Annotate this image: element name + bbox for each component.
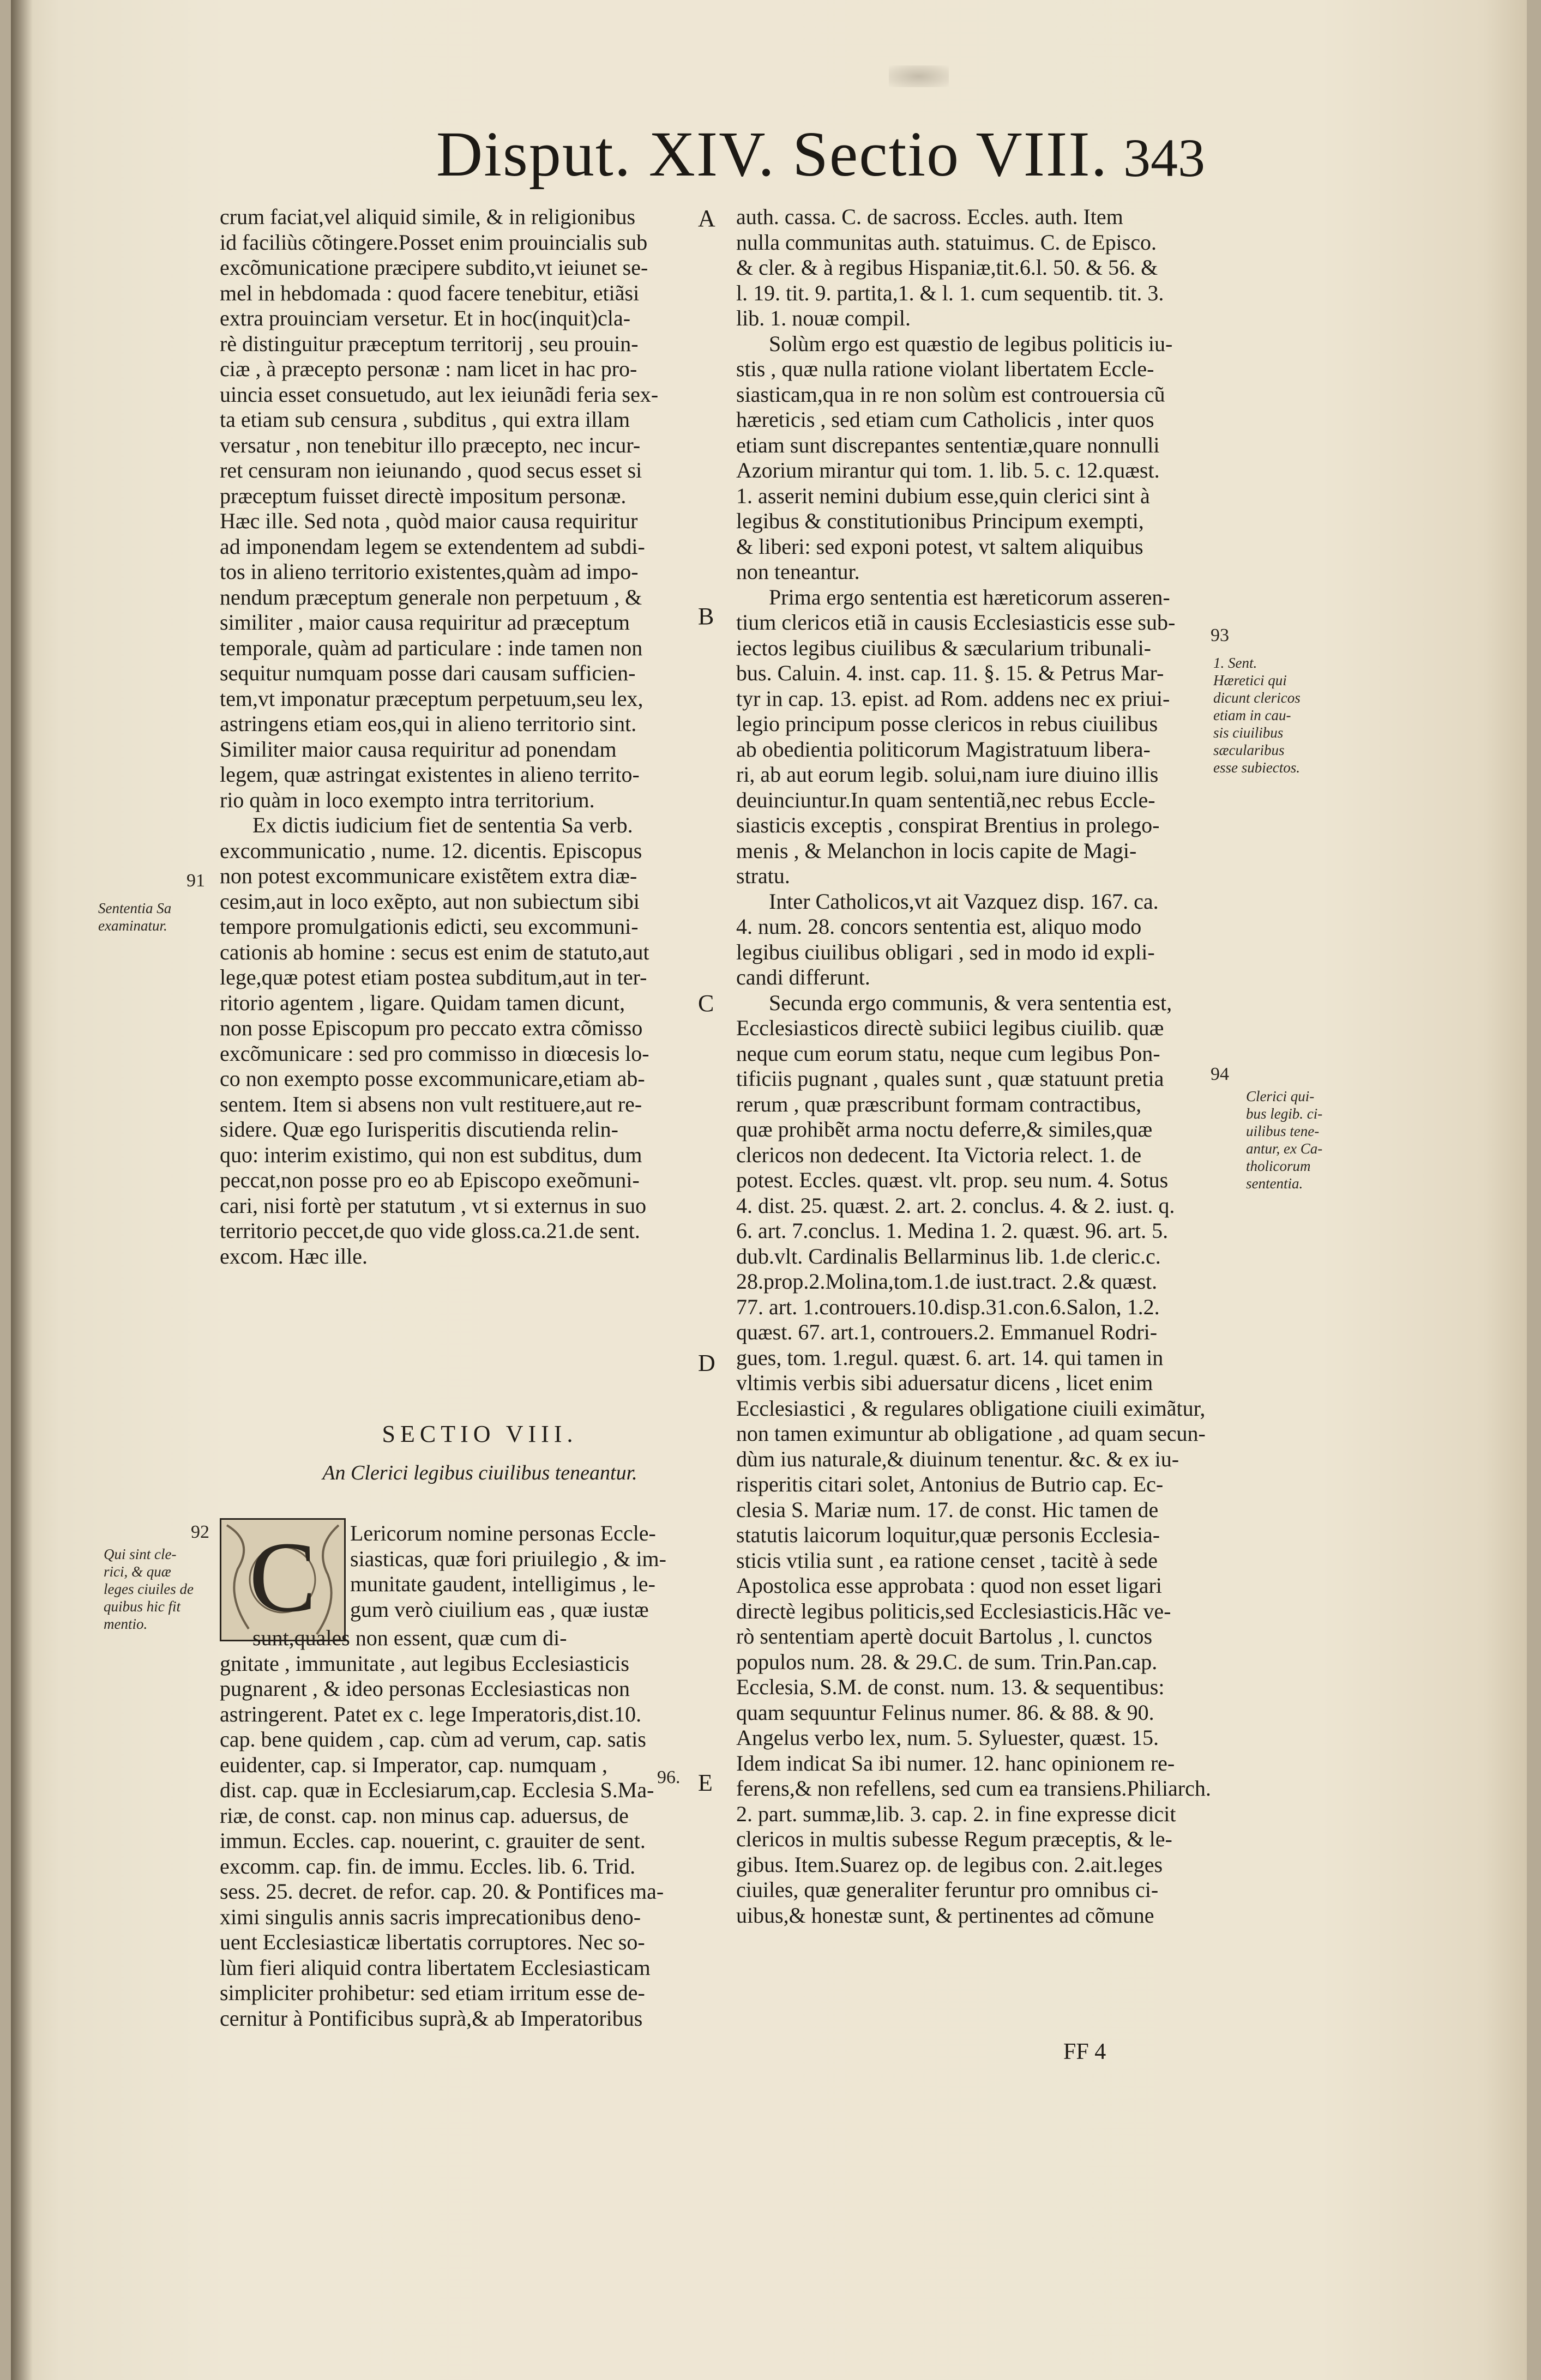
text-line: & cler. & à regibus Hispaniæ,tit.6.l. 50. & 56. & [736,255,1158,280]
margin-note-line: sæcularibus [1213,742,1285,758]
text-line: gibus. Item.Suarez op. de legibus con. 2.ait.leges [736,1852,1163,1877]
margin-note-92 [104,1545,224,1633]
margin-number-92: 92 [191,1522,209,1542]
text-line: nulla communitas auth. statuimus. C. de Episco. [736,229,1157,255]
margin-note-line: dicunt clericos [1213,690,1301,706]
text-line: Ecclesia, S.M. de const. num. 13. & sequentibus: [736,1675,1165,1699]
text-line: Ecclesiastici , & regulares obligatione ciuili eximãtur, [736,1396,1206,1421]
initial-letter: C [249,1521,317,1633]
text-line: lege,quæ potest etiam postea subditum,aut in ter- [220,965,647,989]
page-number: 343 [1123,128,1205,188]
margin-note-line: bus legib. ci- [1246,1106,1323,1122]
text-line: tyr in cap. 13. epist. ad Rom. addens nec ex priui- [736,686,1170,711]
margin-note-94 [1246,1088,1377,1192]
text-line: quam sequuntur Felinus numer. 86. & 88. & 90. [736,1700,1154,1725]
text-line: auth. cassa. C. de sacross. Eccles. auth. Item [736,204,1123,229]
text-line: & liberi: sed exponi potest, vt saltem aliquibus [736,534,1143,559]
text-line: id faciliùs cõtingere.Posset enim prouincialis sub [220,229,648,255]
marker-c: C [698,990,714,1017]
text-line: Secunda ergo communis, & vera sententia est, [769,990,1172,1015]
decorated-initial [220,1518,346,1641]
text-line: ab obedientia politicorum Magistratuum libera- [736,736,1151,762]
text-line: cap. bene quidem , cap. cùm ad verum, cap. satis [220,1727,646,1751]
text-line: stratu. [736,863,790,888]
text-line: hæreticis , sed etiam cum Catholicis , inter quos [736,407,1154,432]
text-line: directè legibus politicis,sed Ecclesiasticis.Hãc ve- [736,1598,1171,1623]
text-line: rio quàm in loco exempto intra territorium. [220,787,595,812]
text-line: non potest excommunicare existẽtem extra diæ- [220,863,637,888]
text-line: Apostolica esse approbata : quod non esset ligari [736,1573,1162,1598]
section-body [220,1626,705,2031]
text-line: uincia esset consuetudo, aut lex ieiunãdi feria sex- [220,382,659,407]
text-line: tempore promulgationis edicti, seu excommuni- [220,914,639,939]
margin-note-line: mentio. [104,1616,148,1632]
text-line: legibus ciuilibus obligari , sed in modo id expli- [736,939,1155,964]
text-line: versatur , non tenebitur illo præcepto, nec incur- [220,432,641,457]
margin-note-line: examinatur. [98,917,167,934]
text-line: gnitate , immunitate , aut legibus Ecclesiasticis [220,1651,629,1676]
section-subtitle: An Clerici legibus ciuilibus teneantur. [322,1461,637,1484]
text-line: lùm fieri aliquid contra libertatem Ecclesiasticam [220,1955,651,1980]
text-line: peccat,non posse pro eo ab Episcopo exeõmuni- [220,1168,640,1192]
section-intro [350,1521,705,1622]
text-line: tem,vt imponatur præceptum perpetuum,seu lex, [220,686,643,711]
margin-number-93: 93 [1211,625,1229,645]
text-line: sunt,quales non essent, quæ cum di- [252,1626,567,1650]
text-line: siasticas, quæ fori priuilegio , & im- [350,1546,666,1571]
text-line: neque cum eorum statu, neque cum legibus Pon- [736,1041,1160,1066]
text-line: clericos non dedecent. Ita Victoria relect. 1. de [736,1142,1142,1167]
text-line: ta etiam sub censura , subditus , qui extra illam [220,407,630,432]
text-line: risperitis citari solet, Antonius de Butrio cap. Ec- [736,1472,1164,1496]
text-line: tos in alieno territorio existentes,quàm ad impo- [220,559,639,584]
text-line: cationis ab homine : secus est enim de statuto,aut [220,939,649,964]
text-line: legibus & constitutionibus Principum exempti, [736,509,1144,533]
text-line: cari, nisi fortè per statutum , vt si externus in suo [220,1193,647,1218]
margin-note-91 [98,899,218,934]
text-line: crum faciat,vel aliquid simile, & in religionibus [220,204,636,229]
text-line: rò sententiam apertè docuit Bartolus , l. cunctos [736,1624,1153,1648]
margin-note-line: leges ciuiles de [104,1581,194,1597]
text-line: iectos legibus ciuilibus & sæcularium tribunali- [736,635,1151,660]
text-line: tificiis pugnant , quales sunt , quæ statuunt pretia [736,1066,1164,1091]
margin-note-line: quibus hic fit [104,1598,180,1615]
text-line: 6. art. 7.conclus. 1. Medina 1. 2. quæst. 96. art. 5. [736,1218,1169,1243]
text-line: simpliciter prohibetur: sed etiam irritum esse de- [220,1980,645,2005]
text-line: munitate gaudent, intelligimus , le- [350,1572,655,1596]
text-line: menis , & Melanchon in locis capite de Magi- [736,838,1137,863]
margin-note-93 [1213,654,1355,776]
text-line: 2. part. summæ,lib. 3. cap. 2. in fine expresse dicit [736,1801,1176,1826]
margin-note-line: rici, & quæ [104,1563,171,1580]
text-line: siasticis exceptis , conspirat Brentius in prolego- [736,813,1160,837]
text-line: legio principum posse clericos in rebus ciuilibus [736,711,1158,736]
text-line: excomm. cap. fin. de immu. Eccles. lib. 6. Trid. [220,1853,636,1878]
margin-note-line: Sententia Sa [98,900,172,916]
margin-note-line: tholicorum [1246,1158,1311,1174]
margin-note-line: esse subiectos. [1213,759,1300,776]
text-line: bus. Caluin. 4. inst. cap. 11. §. 15. & Petrus Mar- [736,661,1164,685]
text-line: similiter , maior causa requiritur ad præceptum [220,610,630,635]
margin-number-91: 91 [186,871,205,891]
margin-note-line: Clerici qui- [1246,1088,1315,1104]
text-line: cesim,aut in loco exẽpto, aut non subiectum sibi [220,889,640,914]
text-line: ciuiles, quæ generaliter feruntur pro omnibus ci- [736,1877,1159,1902]
text-line: candi differunt. [736,965,870,989]
margin-note-line: 1. Sent. [1213,655,1257,671]
text-line: ciæ , à præcepto personæ : nam licet in hac pro- [220,357,637,381]
margin-number-94: 94 [1211,1064,1229,1084]
text-line: præceptum fuisset directè impositum personæ. [220,483,627,508]
text-line: dub.vlt. Cardinalis Bellarminus lib. 1.de cleric.c. [736,1243,1161,1268]
text-line: euidenter, cap. si Imperator, cap. numquam , [220,1752,607,1777]
right-column [736,204,1221,1928]
text-line: siasticam,qua in re non solùm est controuersia cũ [736,382,1165,407]
text-line: Lericorum nomine personas Eccle- [350,1521,656,1545]
text-line: 77. art. 1.controuers.10.disp.31.con.6.Salon, 1.2. [736,1294,1160,1319]
text-line: non teneantur. [736,559,860,584]
text-line: uibus,& honestæ sunt, & pertinentes ad cõmune [736,1902,1154,1928]
text-line: excõmunicare : sed pro commisso in diœcesis lo- [220,1041,649,1066]
text-line: non tamen eximuntur ab obligatione , ad quam secun- [736,1421,1206,1446]
text-line: Hæc ille. Sed nota , quòd maior causa requiritur [220,509,638,533]
text-line: excom. Hæc ille. [220,1243,368,1268]
running-head: Disput. XIV. Sectio VIII. [436,118,1109,190]
margin-note-line: etiam in cau- [1213,707,1291,723]
text-line: l. 19. tit. 9. partita,1. & l. 1. cum sequentib. tit. 3. [736,280,1164,305]
text-line: 4. dist. 25. quæst. 2. art. 2. conclus. 4. & 2. iust. q. [736,1193,1175,1218]
text-line: nendum præceptum generale non perpetuum , & [220,584,642,609]
text-line: populos num. 28. & 29.C. de sum. Trin.Pan.cap. [736,1649,1158,1674]
text-line: immun. Eccles. cap. nouerint, c. grauiter de sent. [220,1828,646,1853]
text-line: uent Ecclesiasticæ libertatis corruptores. Nec so- [220,1930,645,1954]
ink-stain [889,65,949,87]
margin-note-line: uilibus tene- [1246,1123,1320,1139]
text-line: cernitur à Pontificibus suprà,& ab Imperatoribus [220,2006,643,2031]
gutter-shadow [11,0,33,2380]
text-line: sequitur numquam posse dari causam sufficien- [220,661,636,685]
text-line: potest. Eccles. quæst. vlt. prop. seu num. 4. Sotus [736,1168,1169,1192]
text-line: pugnarent , & ideo personas Ecclesiasticas non [220,1676,630,1701]
text-line: lib. 1. nouæ compil. [736,306,911,330]
margin-note-line: Hæretici qui [1213,672,1287,688]
text-line: dùm ius naturale,& diuinum tenentur. &c. & ex iu- [736,1446,1179,1471]
margin-note-line: Qui sint cle- [104,1546,177,1562]
text-line: temporale, quàm ad particulare : inde tamen non [220,635,643,660]
text-line: ritorio agentem , ligare. Quidam tamen dicunt, [220,990,625,1015]
text-line: ret censuram non ieiunando , quod secus esset si [220,458,642,482]
text-line: astringens etiam eos,qui in alieno territorio sint. [220,711,637,736]
text-line: statutis laicorum loquitur,quæ personis Ecclesia- [736,1523,1160,1547]
text-line: Similiter maior causa requiritur ad ponendam [220,736,617,762]
text-line: deuinciuntur.In quam sententiã,nec rebus Eccle- [736,787,1155,812]
text-line: ferens,& non refellens, sed cum ea transiens.Philiarch. [736,1776,1211,1801]
text-line: etiam sunt discrepantes sententiæ,quare nonnulli [736,432,1160,457]
text-line: gues, tom. 1.regul. quæst. 6. art. 14. qui tamen in [736,1345,1164,1370]
text-line: dist. cap. quæ in Ecclesiarum,cap. Ecclesia S.Ma- [220,1778,654,1802]
margin-note-line: sis ciuilibus [1213,724,1284,741]
text-line: astringerent. Patet ex c. lege Imperatoris,dist.10. [220,1701,642,1726]
text-line: Prima ergo sententia est hæreticorum asseren- [769,584,1170,609]
marker-e: E [698,1769,713,1796]
text-line: sidere. Quæ ego Iurisperitis discutienda relin- [220,1117,618,1141]
text-line: Idem indicat Sa ibi numer. 12. hanc opinionem re- [736,1750,1175,1775]
section-title: SECTIO VIII. [382,1421,578,1447]
book-page [11,0,1527,2380]
text-line: excommunicatio , nume. 12. dicentis. Episcopus [220,838,642,863]
marker-d: D [698,1350,715,1376]
text-line: sticis vtilia sunt , ea ratione censet , tacitè à sede [736,1548,1158,1573]
text-line: excõmunicatione præcipere subdito,vt ieiunet se- [220,255,648,280]
text-line: ad imponendam legem se extendentem ad subdi- [220,534,645,559]
text-line: Solùm ergo est quæstio de legibus politicis iu- [769,331,1173,356]
text-line: quæ prohibẽt arma noctu deferre,& similes,quæ [736,1117,1153,1141]
margin-note-line: sententia. [1246,1175,1303,1192]
text-line: rè distinguitur præceptum territorij , seu prouin- [220,331,639,356]
marker-b: B [698,603,714,630]
text-line: extra prouinciam versetur. Et in hoc(inquit)cla- [220,306,631,330]
text-line: rerum , quæ præscribunt formam contractibus, [736,1091,1142,1116]
text-line: 28.prop.2.Molina,tom.1.de iust.tract. 2.& quæst. [736,1269,1158,1294]
text-line: 1. asserit nemini dubium esse,quin clerici sint à [736,483,1150,508]
text-line: non posse Episcopum pro peccato extra cõmisso [220,1016,643,1040]
text-line: Inter Catholicos,vt ait Vazquez disp. 167. ca. [769,889,1159,914]
text-line: vltimis verbis sibi aduersatur dicens , licet enim [736,1370,1153,1395]
margin-number-96: 96. [657,1767,681,1787]
text-line: riæ, de const. cap. non minus cap. aduersus, de [220,1803,629,1828]
text-line: clesia S. Mariæ num. 17. de const. Hic tamen de [736,1497,1159,1522]
text-line: sess. 25. decret. de refor. cap. 20. & Pontifices ma- [220,1879,664,1904]
text-line: co non exempto posse excommunicare,etiam ab- [220,1066,645,1091]
text-line: Ecclesiasticos directè subiici legibus ciuilib. quæ [736,1016,1164,1040]
text-line: mel in hebdomada : quod facere tenebitur, etiãsi [220,280,640,305]
text-line: Angelus verbo lex, num. 5. Syluester, quæst. 15. [736,1725,1159,1750]
text-line: stis , quæ nulla ratione violant libertatem Eccle- [736,357,1154,381]
text-line: legem, quæ astringat existentes in alieno territo- [220,762,640,787]
text-line: 4. num. 28. concors sententia est, aliquo modo [736,914,1142,939]
text-line: quo: interim existimo, qui non est subditus, dum [220,1142,642,1167]
text-line: tium clericos etiã in causis Ecclesiasticis esse sub- [736,610,1176,635]
text-line: sentem. Item si absens non vult restituere,aut re- [220,1091,642,1116]
text-line: quæst. 67. art.1, controuers.2. Emmanuel Rodri- [736,1320,1158,1344]
signature-mark: FF 4 [1063,2039,1106,2064]
text-line: ximi singulis annis sacris imprecationibus deno- [220,1904,641,1929]
margin-note-line: antur, ex Ca- [1246,1140,1323,1157]
text-line: ri, ab aut eorum legib. solui,nam iure diuino illis [736,762,1159,787]
marker-a: A [698,205,715,232]
text-line: Ex dictis iudicium fiet de sententia Sa verb. [252,813,633,837]
text-line: Azorium mirantur qui tom. 1. lib. 5. c. 12.quæst. [736,458,1160,482]
text-line: clericos in multis subesse Regum præceptis, & le- [736,1827,1172,1851]
left-column [220,204,705,1269]
text-line: territorio peccet,de quo vide gloss.ca.21.de sent. [220,1218,640,1243]
text-line: gum verò ciuilium eas , quæ iustæ [350,1597,649,1622]
